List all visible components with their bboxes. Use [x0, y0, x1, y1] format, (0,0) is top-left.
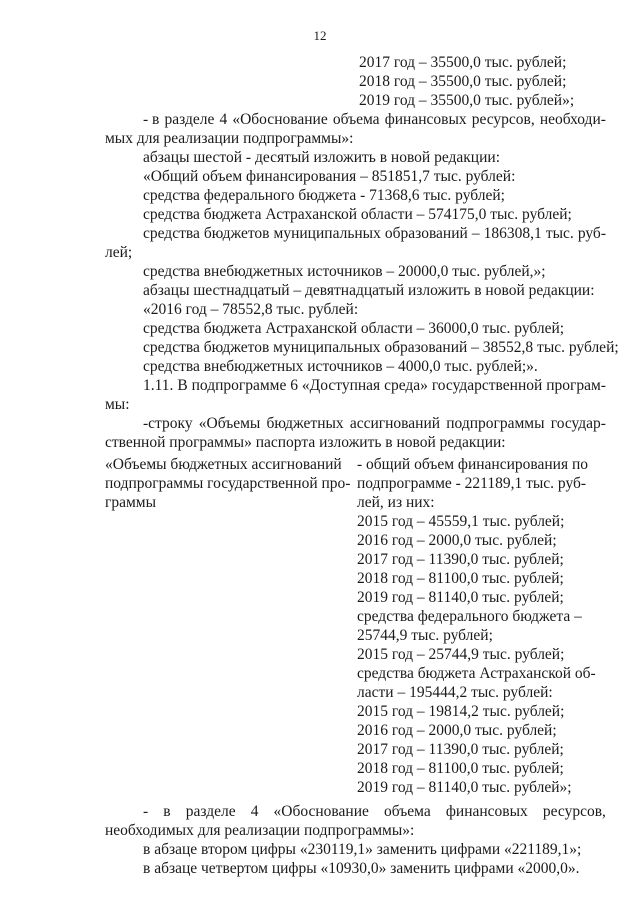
table-right-line: 2018 год – 81100,0 тыс. рублей;	[357, 760, 564, 777]
table-right-line: лей, из них:	[357, 494, 435, 511]
municipal-line: средства бюджетов муниципальных образований – 186308,1 тыс. руб-	[143, 225, 606, 242]
paragraph-line: «Общий объем финансирования – 851851,7 тыс. рублей:	[143, 168, 516, 185]
item-1-11-cont: мы:	[105, 396, 130, 413]
paragraph-line: средства внебюджетных источников – 4000,0 тыс. рублей;».	[143, 358, 538, 375]
paragraph-line: «2016 год – 78552,8 тыс. рублей:	[143, 301, 359, 318]
table-right-line: средства федерального бюджета –	[357, 608, 582, 625]
intro-year-line: 2018 год – 35500,0 тыс. рублей;	[359, 73, 567, 90]
replacement-line: в абзаце втором цифры «230119,1» заменить цифрами «221189,1»;	[143, 841, 582, 858]
table-right-line: - общий объем финансирования по	[357, 456, 589, 473]
table-right-line: 2017 год – 11390,0 тыс. рублей;	[357, 551, 564, 568]
table-right-line: 2016 год – 2000,0 тыс. рублей;	[357, 532, 557, 549]
table-left-line: граммы	[105, 494, 157, 511]
paragraph-line: абзацы шестнадцатый – девятнадцатый изложить в новой редакции:	[143, 282, 595, 299]
page-number: 12	[313, 28, 327, 43]
municipal-line-cont: лей;	[105, 244, 133, 261]
paragraph-line: средства внебюджетных источников – 20000,0 тыс. рублей,»;	[143, 263, 546, 280]
intro-year-line: 2019 год – 35500,0 тыс. рублей»;	[359, 92, 575, 109]
section4-b-heading-cont: необходимых для реализации подпрограммы»:	[105, 822, 415, 839]
table-right-line: 2016 год – 2000,0 тыс. рублей;	[357, 722, 557, 739]
paragraph-line: средства федерального бюджета - 71368,6 тыс. рублей;	[143, 187, 505, 204]
paragraph-line: средства бюджетов муниципальных образований – 38552,8 тыс. рублей;	[143, 339, 619, 356]
table-right-line: 2019 год – 81140,0 тыс. рублей;	[357, 589, 564, 606]
section4-heading-line: - в разделе 4 «Обоснование объема финансовых ресурсов, необходи-	[143, 111, 606, 128]
table-right-line: средства бюджета Астраханской об-	[357, 665, 596, 682]
table-right-line: подпрограмме - 221189,1 тыс. руб-	[357, 475, 587, 492]
table-left-cell	[105, 455, 351, 512]
table-right-line: 2017 год – 11390,0 тыс. рублей;	[357, 741, 564, 758]
table-right-line: ласти – 195444,2 тыс. рублей:	[357, 684, 553, 701]
paragraph-line: средства бюджета Астраханской области – 36000,0 тыс. рублей;	[143, 320, 565, 337]
table-right-line: 2015 год – 19814,2 тыс. рублей;	[357, 703, 565, 720]
table-right-line: 25744,9 тыс. рублей;	[357, 627, 493, 644]
table-right-line: 2015 год – 25744,9 тыс. рублей;	[357, 646, 565, 663]
intro-year-line: 2017 год – 35500,0 тыс. рублей;	[359, 54, 567, 71]
table-right-line: 2015 год – 45559,1 тыс. рублей;	[357, 513, 565, 530]
table-right-line: 2018 год – 81100,0 тыс. рублей;	[357, 570, 564, 587]
section4-heading-cont: мых для реализации подпрограммы»:	[105, 130, 354, 147]
section4-b-heading-line: - в разделе 4 «Обоснование объема финансовых ресурсов,	[143, 803, 606, 820]
paragraph-line: средства бюджета Астраханской области – 574175,0 тыс. рублей;	[143, 206, 572, 223]
table-left-line: «Объемы бюджетных ассигнований	[105, 456, 342, 473]
table-right-line: 2019 год – 81140,0 тыс. рублей»;	[357, 779, 572, 796]
item-1-11-line: 1.11. В подпрограмме 6 «Доступная среда» государственной програм-	[143, 377, 606, 394]
passport-line-cont: ственной программы» паспорта изложить в новой редакции:	[105, 434, 506, 451]
replacement-line: в абзаце четвертом цифры «10930,0» заменить цифрами «2000,0».	[143, 860, 580, 877]
passport-line: -строку «Объемы бюджетных ассигнований подпрограммы государ-	[143, 415, 606, 432]
paragraph-line: абзацы шестой - десятый изложить в новой редакции:	[143, 149, 500, 166]
table-left-line: подпрограммы государственной про-	[105, 475, 351, 492]
